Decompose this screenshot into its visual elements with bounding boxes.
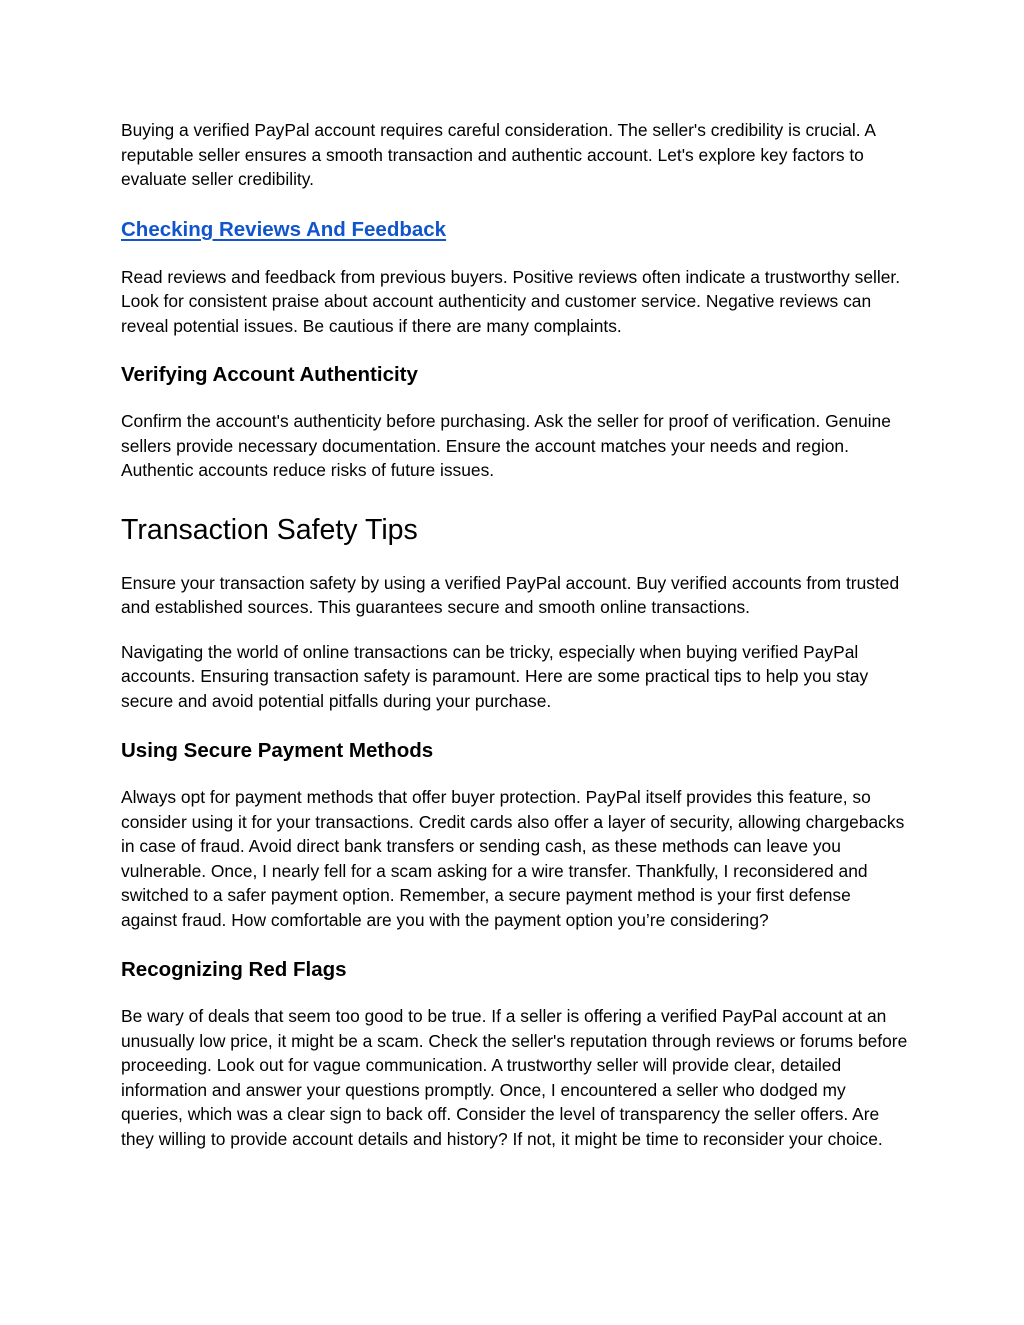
verify-paragraph: Confirm the account's authenticity before purchasing. Ask the seller for proof of verification. Genuine sellers provide necessary documentation. Ensure the account matches your needs and region. Authentic accounts reduce risks of future issues. [121,411,891,480]
safety-paragraph-2: Navigating the world of online transactions can be tricky, especially when buying verified PayPal accounts. Ensuring transaction safety is paramount. Here are some practical tips to help you stay secure and avoid potential pitfalls during your purchase. [121,641,869,711]
safety-paragraph-1: Ensure your transaction safety by using a verified PayPal account. Buy verified accounts from trusted and established sources. This guarantees secure and smooth online transactions. [121,572,900,617]
document-page [121,118,911,1151]
payment-paragraph: Always opt for payment methods that offer buyer protection. PayPal itself provides this feature, so consider using it for your transactions. Credit cards also offer a layer of security, allowing chargebacks in case of fraud. Avoid direct bank transfers or sending cash, as these methods can leave you vulnerable. Once, I nearly fell for a scam asking for a wire transfer. Thankfully, I reconsidered and switched to a safer payment option. Remember, a secure payment method is your first defense against fraud. How comfortable are you with the payment option you’re considering? [121,787,905,930]
checking-reviews-link[interactable]: Checking Reviews And Feedback [121,217,447,241]
heading-transaction-safety: Transaction Safety Tips [121,513,418,546]
red-flags-paragraph: Be wary of deals that seem too good to be true. If a seller is offering a verified PayPal account at an unusually low price, it might be a scam. Check the seller's reputation through reviews or forums before proceeding. Look out for vague communication. A trustworthy seller will provide clear, detailed information and answer your questions promptly. Once, I encountered a seller who dodged my queries, which was a clear sign to back off. Consider the level of transparency the seller offers. Are they willing to provide account details and history? If not, it might be time to reconsider your choice. [121,1006,908,1149]
heading-checking-reviews [121,217,911,243]
heading-secure-payment: Using Secure Payment Methods [121,739,434,762]
heading-verifying-authenticity: Verifying Account Authenticity [121,363,418,386]
intro-paragraph: Buying a verified PayPal account requires careful consideration. The seller's credibility is crucial. A reputable seller ensures a smooth transaction and authentic account. Let's explore key factors to evaluate seller credibility. [121,120,876,189]
reviews-paragraph: Read reviews and feedback from previous buyers. Positive reviews often indicate a trustworthy seller. Look for consistent praise about account authenticity and customer service. Negative reviews can reveal potential issues. Be cautious if there are many complaints. [121,266,901,336]
heading-red-flags: Recognizing Red Flags [121,958,347,981]
